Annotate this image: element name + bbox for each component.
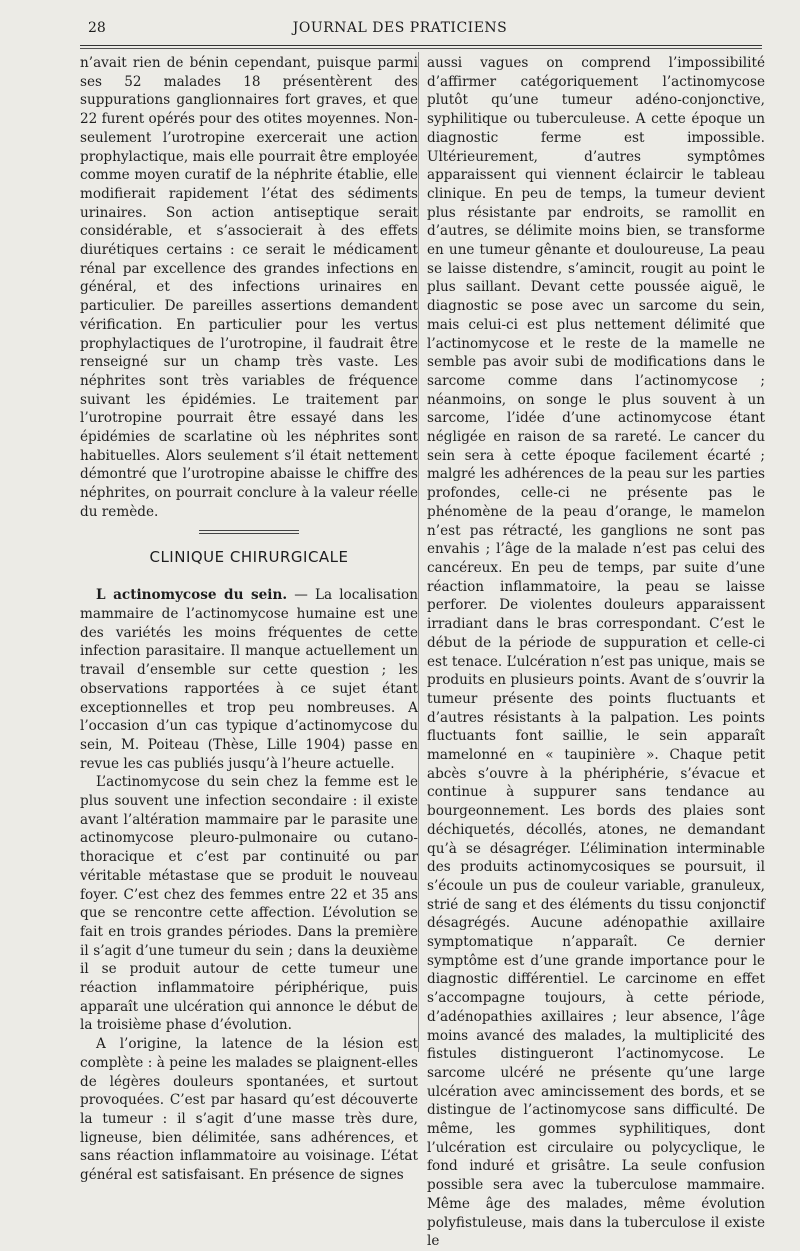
page-header <box>0 18 800 40</box>
left-column <box>80 54 418 1185</box>
paragraph-actinomycose-intro <box>80 586 418 773</box>
paragraph-continuation: n’avait rien de bénin cependant, puisque parmi ses 52 malades 18 présentèrent des suppurations ganglionnaires fort graves, et que 22 furent opérés pour des otites moyennes. Non-seulement l’urotropine exercerait une action prophylactique, mais elle pourrait être employée comme moyen curatif de la néphrite établie, elle modifierait rapidement l’état des sédiments urinaires. Son action antiseptique serait considérable, et s’associerait à des effets diurétiques certains : ce serait le médicament rénal par excellence des grandes infections en général, et des infections urinaires en particulier. De pareilles assertions demandent vérification. En particulier pour les vertus prophylactiques de l’urotropine, il faudrait être renseigné sur un champ très vaste. Les néphrites sont très variables de fréquence suivant les épidémies. Le traitement par l’urotropine pourrait être essayé dans les épidémies de scarlatine où les néphrites sont habituelles. Alors seulement s’il était nettement démontré que l’urotropine abaisse le chiffre des néphrites, on pourrait conclure à la valeur réelle du remède. <box>80 55 418 520</box>
page-number: 28 <box>88 20 106 36</box>
section-separator <box>199 530 299 534</box>
header-rule <box>80 45 762 46</box>
paragraph-diagnosis: aussi vagues on comprend l’impossibilité d’affirmer catégoriquement l’actinomycose plutôt qu’une tumeur adéno-conjonctive, syphilitique ou tuberculeuse. A cette époque un diagnostic ferme est impossible. Ultérieurement, d’autres symptômes apparaissent qui viennent éclaircir le tableau clinique. En peu de temps, la tumeur devient plus résistante par endroits, se ramollit en d’autres, se délimite moins bien, se transforme en une tumeur gênante et douloureuse, La peau se laisse distendre, s’amincit, rougit au point le plus saillant. Devant cette poussée aiguë, le diagnostic se pose avec un sarcome du sein, mais celui-ci est plus nettement délimité que l’actinomycose et le reste de la mamelle ne semble pas avoir subi de modifications dans le sarcome comme dans l’actinomycose ; néanmoins, on songe le plus souvent à un sarcome, l’idée d’une actinomycose étant négligée en raison de sa rareté. Le cancer du sein sera à cette époque facilement écarté ; malgré les adhérences de la peau sur les parties profondes, celle-ci ne présente pas le phénomène de la peau d’orange, le mamelon n’est pas rétracté, les ganglions ne sont pas envahis ; l’âge de la malade n’est pas celui des cancéreux. En peu de temps, par suite d’une réaction inflammatoire, la peau se laisse perforer. De violentes douleurs apparaissent irradiant dans le bras correspondant. C’est le début de la période de suppuration et celle-ci est tenace. L’ulcération n’est pas unique, mais se produits en plusieurs points. Avant de s’ouvrir la tumeur présente des points fluctuants et d’autres résistants à la palpation. Les points fluctuants font saillie, le sein apparaît mamelonné en « taupinière ». Chaque petit abcès s’ouvre à la phériphérie, s’évacue et continue à suppurer sans tendance au bourgeonnement. Les bords des plaies sont déchiquetés, décollés, atones, ne demandant qu’à se désagréger. L’élimination interminable des produits actinomycosiques se poursuit, il s’écoule un pus de couleur variable, granuleux, strié de sang et des éléments du tissu conjonctif désagrégés. Aucune adénopathie axillaire symptomatique n’apparaît. Ce dernier symptôme est d’une grande importance pour le diagnostic différentiel. Le carcinome en effet s’accompagne toujours, à cette période, d’adénopathies axillaires ; leur absence, l’âge moins avancé des malades, la multiplicité des fistules distingueront l’actinomycose. Le sarcome ulcéré ne présente qu’une large ulcération avec amincissement des bords, et se distingue de l’actinomycose sans difficulté. De même, les gommes syphilitiques, dont l’ulcération est circulaire ou polycyclique, le fond induré et grisâtre. La seule confusion possible sera avec la tuberculose mammaire. Même âge des malades, même évolution polyfistuleuse, mais dans la tuberculose il existe le <box>427 55 765 1250</box>
header-rule-secondary <box>80 48 762 49</box>
right-column <box>427 54 765 1251</box>
article-lead-text: — La localisation mammaire de l’actinomycose humaine est une des variétés les moins fréquentes de cette infection parasitaire. Il manque actuellement un travail d’ensemble sur cette question ; les observations rapportées à ce sujet étant exceptionnelles et trop peu nombreuses. A l’occasion d’un cas typique d’actinomycose du sein, M. Poiteau (Thèse, Lille 1904) passe en revue les cas publiés jusqu’à l’heure actuelle. <box>80 587 418 772</box>
section-title: CLINIQUE CHIRURGICALE <box>149 547 349 566</box>
paragraph-origin: A l’origine, la latence de la lésion est complète : à peine les malades se plaignent-elles de légères douleurs spontanées, et surtout provoquées. C’est par hasard qu’est découverte la tumeur : il s’agit d’une masse très dure, ligneuse, bien délimitée, sans adhérences, et sans réaction inflammatoire au voisinage. L’état général est satisfaisant. En présence de signes <box>80 1036 418 1184</box>
column-divider <box>418 52 419 1052</box>
article-lead: L actinomycose du sein. <box>96 587 288 604</box>
paragraph-evolution: L’actinomycose du sein chez la femme est le plus souvent une infection secondaire : il existe avant l’altération mammaire par le parasite une actinomycose pleuro-pulmonaire ou cutano-thoracique et c’est par continuité ou par véritable métastase que se produit le nouveau foyer. C’est chez des femmes entre 22 et 35 ans que se rencontre cette affection. L’évolution se fait en trois grandes périodes. Dans la première il s’agit d’une tumeur du sein ; dans la deuxième il se produit autour de cette tumeur une réaction inflammatoire périphérique, puis apparaît une ulcération qui annonce le début de la troisième phase d’évolution. <box>80 774 418 1034</box>
journal-title: JOURNAL DES PRATICIENS <box>292 20 508 36</box>
